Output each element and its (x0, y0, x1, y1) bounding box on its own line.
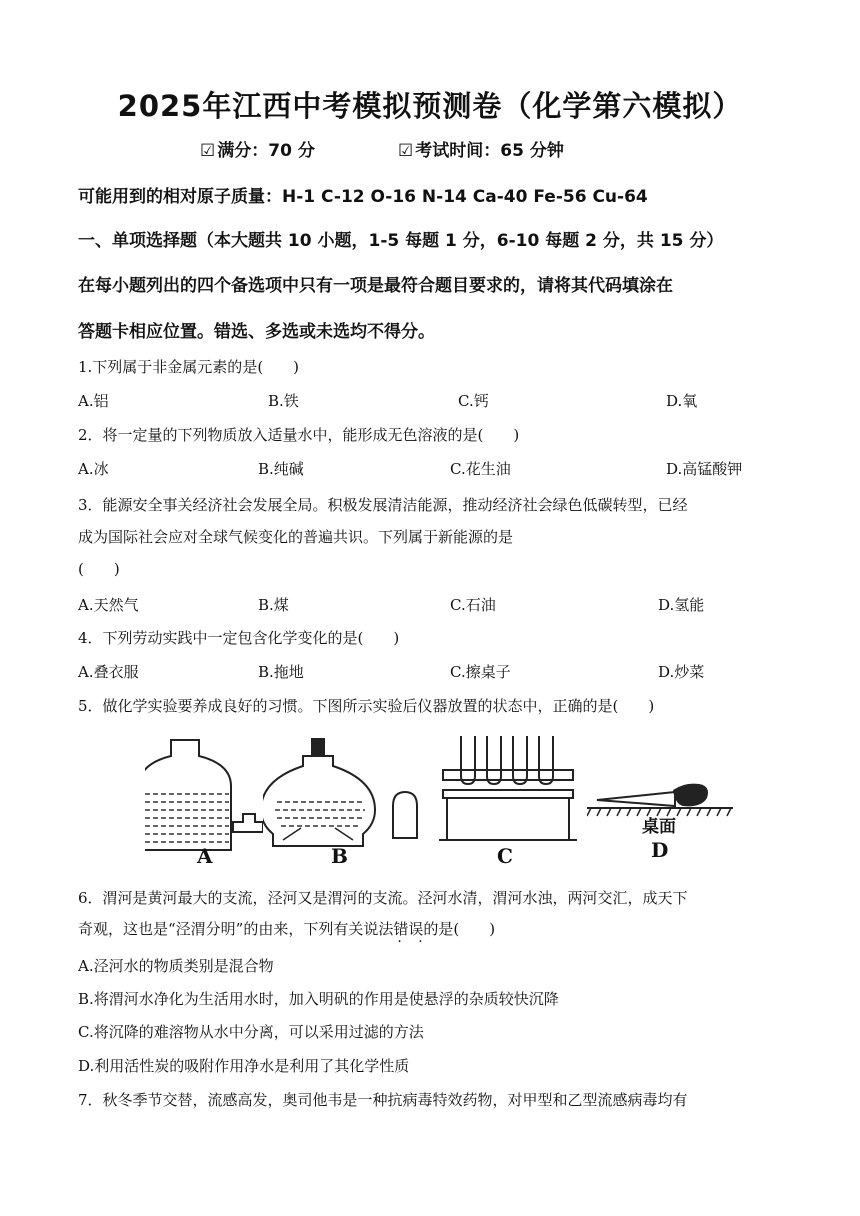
q2-option-c: C.花生油 (450, 460, 511, 478)
q1-option-d: D.氧 (666, 392, 698, 410)
q1-stem: 1.下列属于非金属元素的是( ) (78, 358, 300, 376)
figure-label-d: D (651, 838, 669, 862)
section-instruction-1: 在每小题列出的四个备选项中只有一项是最符合题目要求的，请将其代码填涂在 (78, 276, 673, 296)
q6-stem-2-end: 的是( ) (423, 920, 496, 938)
q3-option-b: B.煤 (258, 596, 289, 614)
q6-option-d: D.利用活性炭的吸附作用净水是利用了其化学性质 (78, 1057, 410, 1075)
page-title: 2025年江西中考模拟预测卷（化学第六模拟） (117, 89, 743, 123)
q3-stem-1: 3．能源安全事关经济社会发展全局。积极发展清洁能源，推动经济社会绿色低碳转型，已经 (78, 496, 688, 514)
full-score-text: 满分：70 分 (217, 141, 315, 161)
q6-stem-2 (78, 918, 495, 939)
q6-option-a: A.泾河水的物质类别是混合物 (78, 957, 274, 975)
q1-option-b: B.铁 (268, 392, 299, 410)
section-heading: 一、单项选择题（本大题共 10 小题，1-5 每题 1 分，6-10 每题 2 分，共 15 分） (78, 231, 724, 251)
q6-stem-1: 6．渭河是黄河最大的支流，泾河又是渭河的支流。泾河水清，渭河水浊，两河交汇，成天下 (78, 889, 688, 907)
exam-time-text: 考试时间：65 分钟 (415, 141, 564, 161)
q2-option-b: B.纯碱 (258, 460, 304, 478)
q5-stem: 5．做化学实验要养成良好的习惯。下图所示实验后仪器放置的状态中，正确的是( ) (78, 697, 655, 715)
figure-label-b: B (331, 844, 348, 868)
q2-option-a: A.冰 (78, 460, 109, 478)
q4-stem: 4．下列劳动实践中一定包含化学变化的是( ) (78, 629, 400, 647)
checkbox-icon: ☑ (398, 141, 414, 161)
figure-label-c: C (497, 844, 513, 868)
full-score (200, 136, 315, 161)
atomic-masses: 可能用到的相对原子质量：H-1 C-12 O-16 N-14 Ca-40 Fe-56 Cu-64 (78, 187, 648, 207)
q4-option-d: D.炒菜 (658, 663, 705, 681)
desk-label: 桌面 (642, 817, 676, 837)
checkbox-icon: ☑ (200, 141, 216, 161)
q3-option-d: D.氢能 (658, 596, 705, 614)
q3-stem-3: ( ) (78, 560, 120, 578)
q1-option-a: A.铝 (78, 392, 109, 410)
q1-option-c: C.钙 (458, 392, 489, 410)
q3-option-a: A.天然气 (78, 596, 139, 614)
q2-stem: 2．将一定量的下列物质放入适量水中，能形成无色溶液的是( ) (78, 426, 520, 444)
exam-time (398, 136, 564, 161)
q3-stem-2: 成为国际社会应对全球气候变化的普遍共识。下列属于新能源的是 (78, 528, 514, 546)
figure-label-a: A (197, 844, 213, 868)
section-instruction-2: 答题卡相应位置。错选、多选或未选均不得分。 (78, 322, 435, 342)
q6-option-c: C.将沉降的难溶物从水中分离，可以采用过滤的方法 (78, 1023, 424, 1041)
q4-option-b: B.拖地 (258, 663, 304, 681)
q7-stem-1: 7．秋冬季节交替，流感高发，奥司他韦是一种抗病毒特效药物，对甲型和乙型流感病毒均有 (78, 1091, 688, 1109)
q2-option-d: D.高锰酸钾 (666, 460, 743, 478)
q3-option-c: C.石油 (450, 596, 496, 614)
q5-figures (145, 728, 735, 868)
q4-option-a: A.叠衣服 (78, 663, 139, 681)
q6-stem-2-part: 奇观，这也是“泾渭分明”的由来，下列有关说法 (78, 920, 394, 938)
q4-option-c: C.擦桌子 (450, 663, 511, 681)
q6-option-b: B.将渭河水净化为生活用水时，加入明矾的作用是使悬浮的杂质较快沉降 (78, 990, 559, 1008)
q6-emphasis-word: 错误 · · (393, 920, 423, 938)
